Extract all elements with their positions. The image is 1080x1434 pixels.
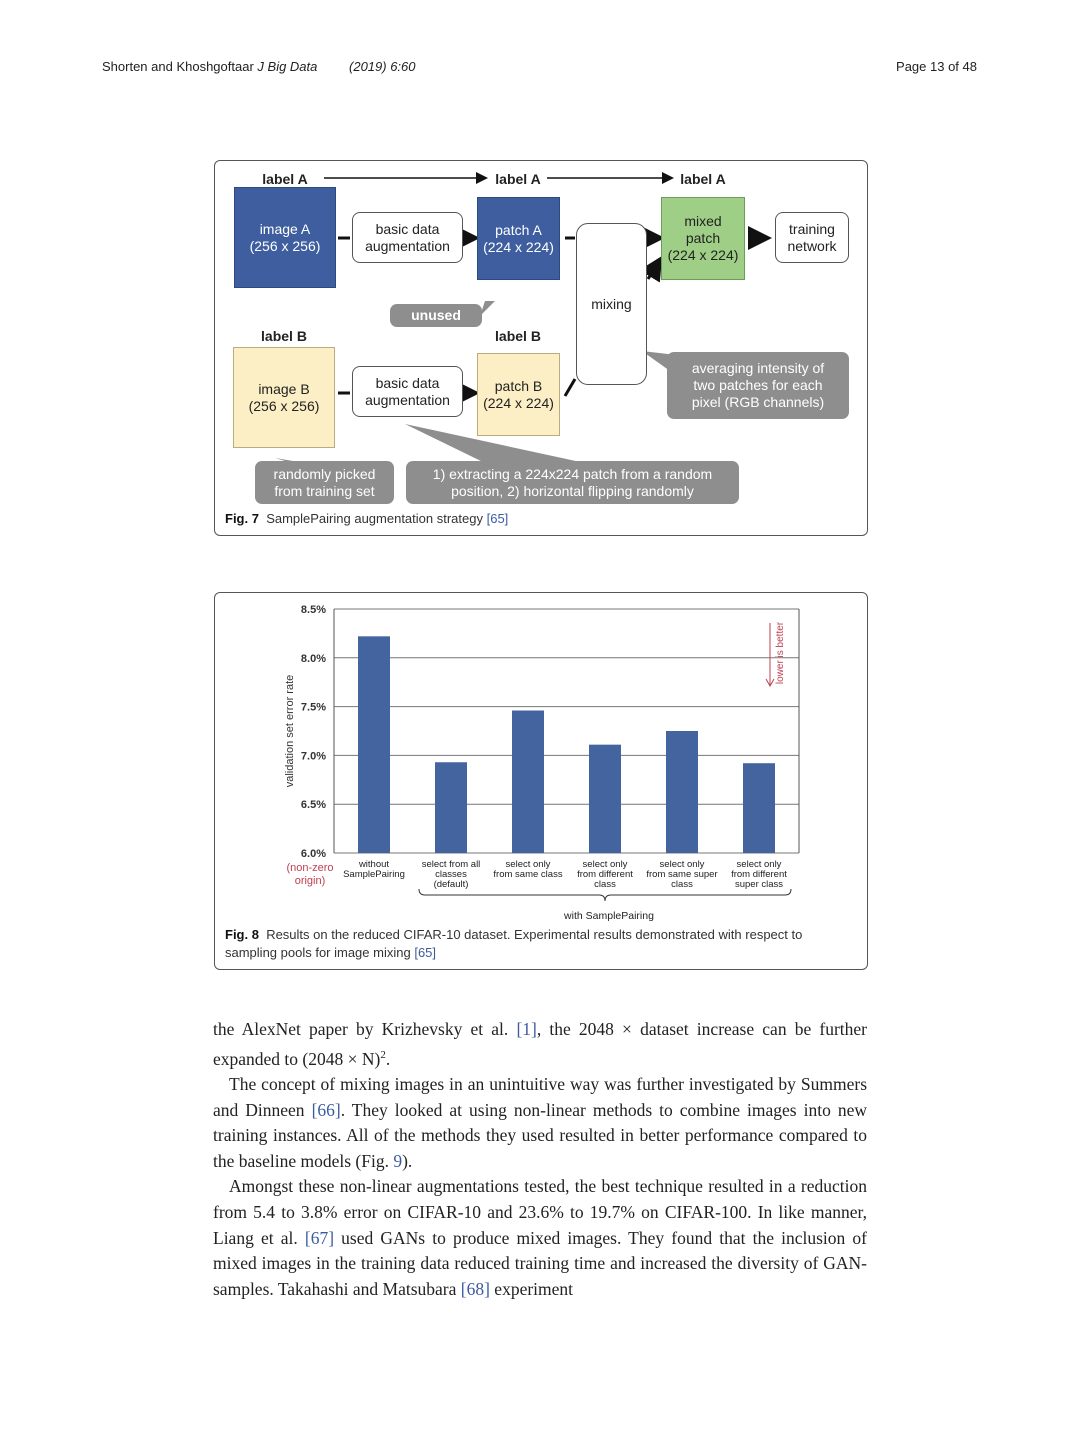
y-tick-label: 7.0% bbox=[300, 750, 326, 763]
label-a-1: label A bbox=[262, 171, 308, 187]
header-citation: (2019) 6:60 bbox=[349, 59, 416, 74]
training-network-box: training network bbox=[775, 212, 849, 263]
x-tick-label: select only bbox=[659, 859, 705, 870]
x-tick-label: from same super bbox=[646, 869, 718, 880]
bar bbox=[358, 636, 390, 853]
randomly-picked-callout: randomly picked from training set bbox=[255, 461, 394, 504]
x-tick-label: select only bbox=[736, 859, 782, 870]
y-axis-label: validation set error rate bbox=[284, 674, 296, 788]
x-tick-label: super class bbox=[734, 879, 784, 890]
group-brace bbox=[419, 889, 791, 901]
origin-note: origin) bbox=[294, 875, 326, 887]
label-a-2: label A bbox=[495, 171, 541, 187]
x-tick-label: from different bbox=[577, 869, 633, 880]
mixed-patch-box: mixed patch (224 x 224) bbox=[661, 197, 745, 280]
x-tick-label: class bbox=[671, 879, 693, 890]
citation-link[interactable]: [1] bbox=[516, 1019, 537, 1039]
patch-b-box: patch B (224 x 224) bbox=[477, 353, 560, 436]
caption-ref-link[interactable]: [65] bbox=[414, 945, 437, 960]
paragraph-2: The concept of mixing images in an unintuitive way was further investigated by Summers and Dinneen [66]. They looked at using non-linear methods to combine images into new training instances. All of the methods they used resulted in better performance compared to the baseline models (Fig. 9). bbox=[213, 1074, 867, 1171]
x-tick-label: without bbox=[358, 859, 390, 870]
x-tick-label: (default) bbox=[433, 879, 469, 890]
paragraph-1: the AlexNet paper by Krizhevsky et al. [1], the 2048 × dataset increase can be further expanded to $(2048 \times N)^2$. bbox=[213, 1019, 867, 1069]
citation-link[interactable]: [68] bbox=[460, 1278, 490, 1299]
y-tick-label: 8.5% bbox=[300, 604, 326, 616]
figure-7-caption: Fig. 7 SamplePairing augmentation strategy [65] bbox=[225, 511, 509, 526]
label-a-3: label A bbox=[680, 171, 726, 187]
down-arrow-icon bbox=[766, 623, 774, 686]
origin-note: (non-zero bbox=[286, 862, 334, 874]
mixing-box: mixing bbox=[576, 223, 647, 385]
x-tick-label: from different bbox=[731, 869, 787, 880]
body-text bbox=[213, 1017, 867, 1302]
basic-augmentation-b: basic data augmentation bbox=[352, 366, 463, 417]
figure-8-caption: Fig. 8 Results on the reduced CIFAR-10 dataset. Experimental results demonstrated with respect to sampling pools for image mixing [65] bbox=[225, 927, 803, 960]
running-header bbox=[102, 59, 416, 74]
extracting-callout: 1) extracting a 224x224 patch from a random position, 2) horizontal flipping randomly bbox=[406, 461, 739, 504]
bar bbox=[589, 745, 621, 853]
x-tick-label: class bbox=[594, 879, 616, 890]
y-tick-label: 8.0% bbox=[300, 652, 326, 665]
caption-ref-link[interactable]: [65] bbox=[486, 511, 509, 526]
header-journal: J Big Data bbox=[257, 59, 318, 74]
page-number: Page 13 of 48 bbox=[896, 59, 977, 74]
figure-link[interactable]: 9 bbox=[393, 1150, 403, 1171]
header-authors: Shorten and Khoshgoftaar bbox=[102, 59, 254, 74]
x-tick-label: from same class bbox=[493, 869, 563, 880]
figure-8 bbox=[214, 592, 868, 970]
x-tick-label: select only bbox=[505, 859, 551, 870]
x-tick-label: classes bbox=[435, 869, 467, 880]
bar-chart bbox=[215, 593, 867, 923]
y-tick-label: 6.0% bbox=[300, 848, 326, 860]
figure-7 bbox=[214, 160, 868, 536]
averaging-callout: averaging intensity of two patches for each pixel (RGB channels) bbox=[667, 352, 849, 419]
label-b-1: label B bbox=[261, 328, 307, 344]
bar bbox=[512, 711, 544, 853]
y-tick-label: 7.5% bbox=[300, 701, 326, 714]
bar bbox=[666, 731, 698, 853]
x-tick-label: select from all bbox=[421, 859, 481, 870]
patch-a-box: patch A (224 x 224) bbox=[477, 197, 560, 280]
y-tick-label: 6.5% bbox=[300, 799, 326, 812]
label-b-2: label B bbox=[495, 328, 541, 344]
paragraph-3: Amongst these non-linear augmentations tested, the best technique resulted in a reduction from 5.4 to 3.8% error on CIFAR-10 and 23.6% to 19.7% on CIFAR-100. In like manner, Liang et al. [67] used GANs to produce mixed images. They found that the inclusion of mixed images in the training data reduced training time and increased the diversity of GAN-samples. Takahashi and Matsubara [68] experiment bbox=[213, 1176, 867, 1299]
image-a-box: image A (256 x 256) bbox=[234, 187, 336, 288]
x-tick-label: select only bbox=[582, 859, 628, 870]
basic-augmentation-a: basic data augmentation bbox=[352, 212, 463, 263]
annotation-lower-is-better: lower is better bbox=[775, 621, 786, 685]
bar bbox=[435, 762, 467, 853]
unused-callout: unused bbox=[390, 304, 482, 327]
image-b-box: image B (256 x 256) bbox=[233, 347, 335, 448]
citation-link[interactable]: [66] bbox=[311, 1099, 341, 1120]
x-tick-label: SamplePairing bbox=[343, 869, 405, 880]
group-label: with SamplePairing bbox=[564, 910, 654, 922]
citation-link[interactable]: [67] bbox=[304, 1227, 335, 1248]
bar bbox=[743, 763, 775, 853]
